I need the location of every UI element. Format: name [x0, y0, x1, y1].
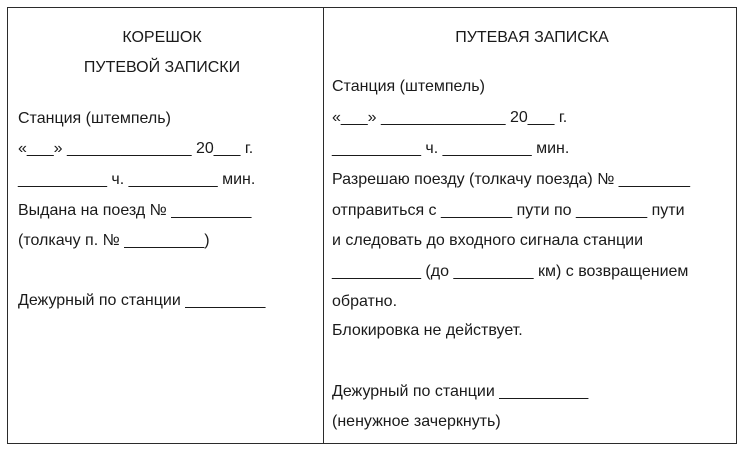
column-divider: [323, 7, 324, 444]
note-station-line: Станция (штемпель): [332, 78, 485, 95]
stub-train-line: Выдана на поезд № _________: [18, 202, 252, 219]
note-strike-hint-line: (ненужное зачеркнуть): [332, 413, 501, 430]
note-time-line: __________ ч. __________ мин.: [332, 140, 570, 157]
stub-station-line: Станция (штемпель): [18, 110, 171, 127]
note-depart-line: отправиться с ________ пути по ________ пути: [332, 202, 685, 219]
note-permit-line: Разрешаю поезду (толкачу поезда) № ________: [332, 171, 690, 188]
note-title: ПУТЕВАЯ ЗАПИСКА: [455, 29, 609, 46]
note-date-line: «___» ______________ 20___ г.: [332, 109, 568, 126]
stub-date-line: «___» ______________ 20___ г.: [18, 140, 254, 157]
note-follow-line: и следовать до входного сигнала станции: [332, 232, 644, 249]
stub-title-line2: ПУТЕВОЙ ЗАПИСКИ: [83, 59, 241, 76]
note-duty-officer-line: Дежурный по станции __________: [332, 383, 589, 400]
stub-pusher-line: (толкачу п. № _________): [18, 232, 210, 249]
note-return-line: __________ (до _________ км) с возвращением: [332, 263, 689, 280]
stub-time-line: __________ ч. __________ мин.: [18, 171, 256, 188]
note-back-line: обратно.: [332, 293, 398, 310]
stub-duty-officer-line: Дежурный по станции _________: [18, 292, 266, 309]
note-block-line: Блокировка не действует.: [332, 322, 523, 339]
stub-title-line1: КОРЕШОК: [122, 29, 202, 46]
